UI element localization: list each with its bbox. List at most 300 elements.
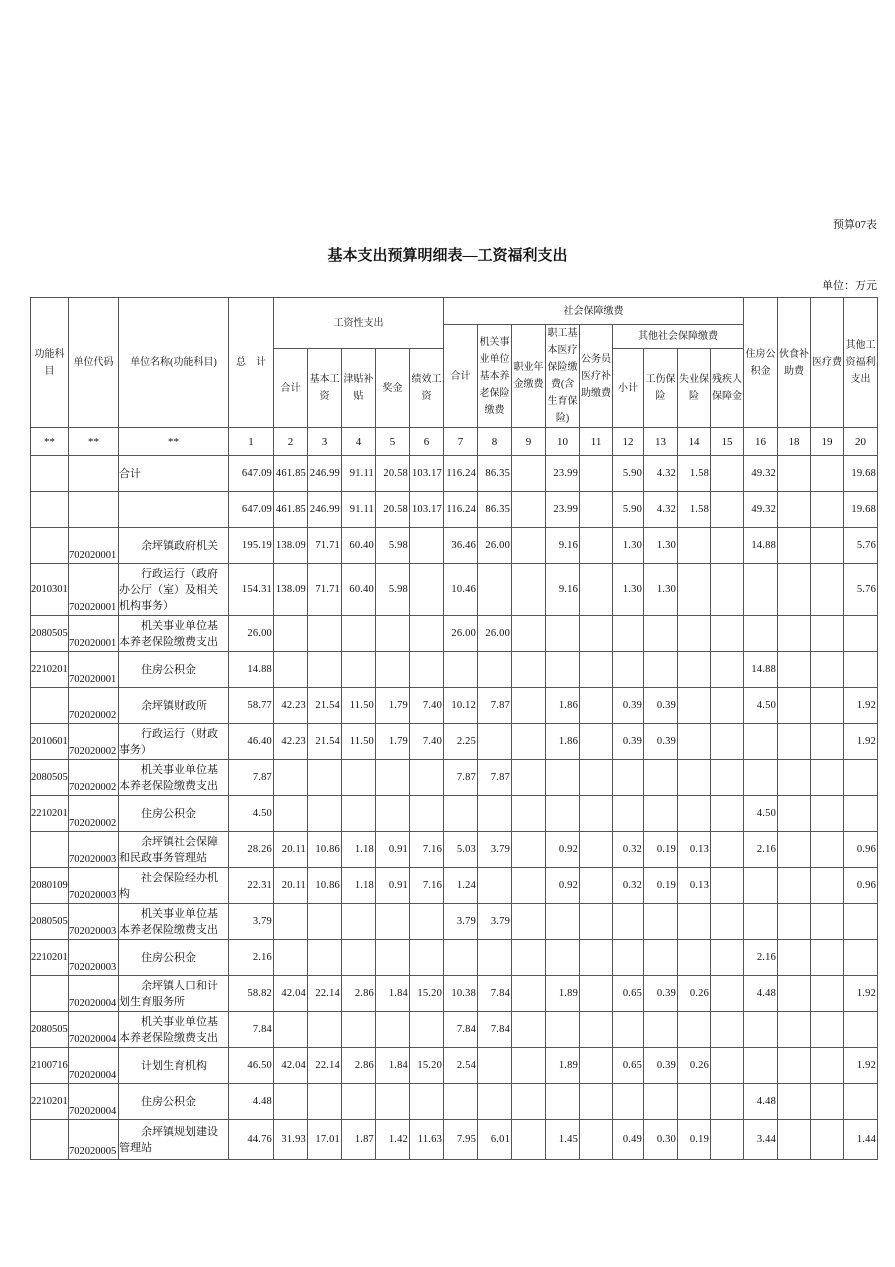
amount-cell (711, 868, 744, 904)
column-index: 20 (844, 428, 878, 456)
unit-name-cell (119, 492, 229, 528)
amount-cell (478, 868, 512, 904)
amount-cell: 4.32 (644, 456, 678, 492)
amount-cell (844, 616, 878, 652)
amount-cell (512, 492, 546, 528)
unit-code-cell: 702020003 (69, 832, 119, 868)
unit-name-cell: 机关事业单位基本养老保险缴费支出 (119, 616, 229, 652)
unit-label: 单位：万元 (822, 280, 877, 292)
header-meal: 伙食补助费 (778, 298, 811, 428)
amount-cell (811, 688, 844, 724)
column-index: 3 (308, 428, 342, 456)
amount-cell: 42.04 (274, 976, 308, 1012)
amount-cell: 3.79 (478, 832, 512, 868)
func-code-cell: 2080505 (31, 904, 69, 940)
column-index: 15 (711, 428, 744, 456)
amount-cell (444, 940, 478, 976)
amount-cell (580, 976, 613, 1012)
amount-cell (778, 492, 811, 528)
amount-cell: 44.76 (229, 1120, 274, 1160)
amount-cell (274, 616, 308, 652)
amount-cell (844, 796, 878, 832)
unit-code-cell: 702020001 (69, 616, 119, 652)
amount-cell: 0.49 (613, 1120, 644, 1160)
amount-cell: 28.26 (229, 832, 274, 868)
amount-cell (844, 1012, 878, 1048)
amount-cell: 0.19 (644, 832, 678, 868)
unit-name-cell: 社会保险经办机构 (119, 868, 229, 904)
func-code-cell: 2080505 (31, 1012, 69, 1048)
amount-cell: 103.17 (410, 492, 444, 528)
amount-cell (512, 1084, 546, 1120)
column-index: 9 (512, 428, 546, 456)
amount-cell: 0.32 (613, 832, 644, 868)
amount-cell: 0.19 (678, 1120, 711, 1160)
func-code-cell: 2010601 (31, 724, 69, 760)
amount-cell (811, 652, 844, 688)
amount-cell (410, 1084, 444, 1120)
column-index: 2 (274, 428, 308, 456)
amount-cell (844, 652, 878, 688)
amount-cell (711, 456, 744, 492)
amount-cell (512, 976, 546, 1012)
amount-cell: 42.23 (274, 688, 308, 724)
amount-cell: 20.11 (274, 868, 308, 904)
header-social-group: 社会保障缴费 (444, 298, 744, 325)
amount-cell: 1.42 (376, 1120, 410, 1160)
amount-cell: 5.76 (844, 564, 878, 616)
column-index: 13 (644, 428, 678, 456)
amount-cell: 7.87 (478, 688, 512, 724)
amount-cell: 26.00 (229, 616, 274, 652)
amount-cell: 3.79 (478, 904, 512, 940)
amount-cell: 4.48 (744, 1084, 778, 1120)
unit-code-cell: 702020003 (69, 904, 119, 940)
amount-cell (744, 616, 778, 652)
amount-cell (778, 724, 811, 760)
amount-cell (711, 528, 744, 564)
amount-cell (342, 796, 376, 832)
unit-code-cell: 702020004 (69, 1012, 119, 1048)
amount-cell: 20.58 (376, 492, 410, 528)
amount-cell (678, 796, 711, 832)
amount-cell: 7.84 (229, 1012, 274, 1048)
table-row (31, 724, 878, 760)
amount-cell: 0.13 (678, 868, 711, 904)
amount-cell: 46.50 (229, 1048, 274, 1084)
amount-cell (811, 1012, 844, 1048)
amount-cell (410, 760, 444, 796)
amount-cell: 0.91 (376, 832, 410, 868)
amount-cell: 138.09 (274, 528, 308, 564)
table-row (31, 1048, 878, 1084)
amount-cell (744, 1012, 778, 1048)
amount-cell: 1.30 (613, 528, 644, 564)
func-code-cell: 2080109 (31, 868, 69, 904)
amount-cell (811, 796, 844, 832)
unit-code-cell: 702020004 (69, 1048, 119, 1084)
amount-cell: 4.50 (744, 796, 778, 832)
unit-name-cell: 余坪镇规划建设管理站 (119, 1120, 229, 1160)
amount-cell (546, 1084, 580, 1120)
unit-name-cell: 机关事业单位基本养老保险缴费支出 (119, 1012, 229, 1048)
amount-cell (308, 1084, 342, 1120)
amount-cell: 71.71 (308, 528, 342, 564)
amount-cell (678, 616, 711, 652)
amount-cell (478, 652, 512, 688)
amount-cell: 58.77 (229, 688, 274, 724)
amount-cell (711, 976, 744, 1012)
amount-cell (342, 1012, 376, 1048)
amount-cell: 1.92 (844, 724, 878, 760)
amount-cell (711, 564, 744, 616)
amount-cell (410, 652, 444, 688)
amount-cell: 461.85 (274, 456, 308, 492)
amount-cell: 5.90 (613, 456, 644, 492)
amount-cell: 0.91 (376, 868, 410, 904)
amount-cell: 1.44 (844, 1120, 878, 1160)
header-basic-wage: 基本工资 (308, 349, 342, 428)
header-unemployment: 失业保险 (678, 349, 711, 428)
amount-cell (678, 652, 711, 688)
amount-cell (580, 796, 613, 832)
amount-cell (778, 832, 811, 868)
amount-cell (678, 528, 711, 564)
amount-cell (778, 1012, 811, 1048)
amount-cell: 71.71 (308, 564, 342, 616)
header-wage-total: 合计 (274, 349, 308, 428)
amount-cell (274, 760, 308, 796)
amount-cell (410, 1012, 444, 1048)
func-code-cell (31, 976, 69, 1012)
amount-cell (512, 796, 546, 832)
amount-cell (678, 1084, 711, 1120)
amount-cell (778, 760, 811, 796)
amount-cell (546, 796, 580, 832)
unit-name-cell: 余坪镇社会保障和民政事务管理站 (119, 832, 229, 868)
amount-cell (580, 652, 613, 688)
amount-cell: 4.48 (229, 1084, 274, 1120)
header-housing: 住房公积金 (744, 298, 778, 428)
header-subtotal: 小计 (613, 349, 644, 428)
amount-cell: 0.96 (844, 832, 878, 868)
amount-cell: 246.99 (308, 456, 342, 492)
amount-cell (512, 456, 546, 492)
header-func: 功能科目 (31, 298, 69, 428)
table-row (31, 940, 878, 976)
amount-cell: 1.18 (342, 868, 376, 904)
amount-cell (512, 1048, 546, 1084)
header-social-total: 合计 (444, 325, 478, 428)
amount-cell: 20.11 (274, 832, 308, 868)
amount-cell: 5.76 (844, 528, 878, 564)
unit-code-cell: 702020001 (69, 652, 119, 688)
amount-cell (512, 940, 546, 976)
column-index: 6 (410, 428, 444, 456)
amount-cell: 10.86 (308, 868, 342, 904)
amount-cell (644, 616, 678, 652)
header-total: 总 计 (229, 298, 274, 428)
amount-cell (274, 940, 308, 976)
table-row (31, 832, 878, 868)
amount-cell: 7.87 (229, 760, 274, 796)
amount-cell (274, 796, 308, 832)
amount-cell (644, 652, 678, 688)
amount-cell (778, 456, 811, 492)
amount-cell: 7.16 (410, 832, 444, 868)
unit-code-cell: 702020002 (69, 724, 119, 760)
amount-cell (478, 724, 512, 760)
amount-cell (410, 564, 444, 616)
form-number: 预算07表 (833, 219, 877, 231)
amount-cell (744, 724, 778, 760)
amount-cell (308, 940, 342, 976)
amount-cell: 0.65 (613, 1048, 644, 1084)
unit-name-cell: 行政运行（政府办公厅（室）及相关机构事务） (119, 564, 229, 616)
unit-name-cell: 余坪镇人口和计划生育服务所 (119, 976, 229, 1012)
amount-cell: 1.30 (644, 528, 678, 564)
amount-cell: 60.40 (342, 564, 376, 616)
amount-cell: 1.89 (546, 976, 580, 1012)
amount-cell (410, 940, 444, 976)
amount-cell: 0.26 (678, 1048, 711, 1084)
func-code-cell (31, 492, 69, 528)
amount-cell (580, 1084, 613, 1120)
amount-cell (512, 616, 546, 652)
amount-cell: 116.24 (444, 456, 478, 492)
amount-cell: 7.16 (410, 868, 444, 904)
amount-cell: 3.44 (744, 1120, 778, 1160)
amount-cell: 7.40 (410, 724, 444, 760)
amount-cell: 7.87 (478, 760, 512, 796)
amount-cell (811, 564, 844, 616)
amount-cell: 0.39 (644, 724, 678, 760)
amount-cell (744, 904, 778, 940)
amount-cell: 0.39 (644, 976, 678, 1012)
amount-cell: 86.35 (478, 456, 512, 492)
amount-cell: 2.86 (342, 1048, 376, 1084)
amount-cell: 2.54 (444, 1048, 478, 1084)
amount-cell (546, 904, 580, 940)
amount-cell: 15.20 (410, 1048, 444, 1084)
column-index: 16 (744, 428, 778, 456)
amount-cell (308, 904, 342, 940)
amount-cell (678, 904, 711, 940)
amount-cell (444, 1084, 478, 1120)
unit-code-cell: 702020001 (69, 564, 119, 616)
unit-code-cell: 702020003 (69, 868, 119, 904)
amount-cell: 0.96 (844, 868, 878, 904)
amount-cell (376, 616, 410, 652)
amount-cell (678, 564, 711, 616)
unit-code-cell (69, 492, 119, 528)
column-index: 5 (376, 428, 410, 456)
unit-name-cell: 住房公积金 (119, 652, 229, 688)
amount-cell (342, 652, 376, 688)
amount-cell (644, 904, 678, 940)
amount-cell (811, 456, 844, 492)
amount-cell: 10.12 (444, 688, 478, 724)
amount-cell (580, 528, 613, 564)
amount-cell (844, 760, 878, 796)
table-row (31, 904, 878, 940)
amount-cell (744, 760, 778, 796)
amount-cell (644, 1084, 678, 1120)
amount-cell (811, 528, 844, 564)
amount-cell: 103.17 (410, 456, 444, 492)
amount-cell: 138.09 (274, 564, 308, 616)
amount-cell: 647.09 (229, 456, 274, 492)
amount-cell: 11.63 (410, 1120, 444, 1160)
amount-cell (811, 868, 844, 904)
table-row (31, 456, 878, 492)
amount-cell (308, 760, 342, 796)
amount-cell: 11.50 (342, 688, 376, 724)
page-title: 基本支出预算明细表—工资福利支出 (327, 248, 568, 264)
amount-cell (678, 688, 711, 724)
header-code: 单位代码 (69, 298, 119, 428)
amount-cell: 11.50 (342, 724, 376, 760)
amount-cell: 1.84 (376, 1048, 410, 1084)
amount-cell: 19.68 (844, 492, 878, 528)
amount-cell (613, 616, 644, 652)
table-row (31, 564, 878, 616)
column-index: 8 (478, 428, 512, 456)
unit-name-cell: 合计 (119, 456, 229, 492)
amount-cell (512, 904, 546, 940)
amount-cell (580, 760, 613, 796)
amount-cell: 0.26 (678, 976, 711, 1012)
amount-cell (376, 904, 410, 940)
amount-cell (811, 760, 844, 796)
amount-cell (711, 492, 744, 528)
amount-cell (478, 1048, 512, 1084)
amount-cell: 1.30 (613, 564, 644, 616)
func-code-cell: 2100716 (31, 1048, 69, 1084)
amount-cell: 4.50 (744, 688, 778, 724)
amount-cell: 0.39 (613, 688, 644, 724)
amount-cell (778, 940, 811, 976)
amount-cell (444, 796, 478, 832)
column-index: ** (31, 428, 69, 456)
amount-cell (711, 652, 744, 688)
amount-cell (478, 564, 512, 616)
unit-code-cell: 702020002 (69, 688, 119, 724)
amount-cell: 1.92 (844, 976, 878, 1012)
amount-cell (778, 868, 811, 904)
amount-cell (613, 1084, 644, 1120)
amount-cell (778, 1120, 811, 1160)
column-index-row (31, 428, 878, 456)
amount-cell: 10.86 (308, 832, 342, 868)
amount-cell (512, 1012, 546, 1048)
unit-name-cell: 余坪镇政府机关 (119, 528, 229, 564)
amount-cell (410, 528, 444, 564)
amount-cell: 195.19 (229, 528, 274, 564)
amount-cell: 42.04 (274, 1048, 308, 1084)
header-wage-group: 工资性支出 (274, 298, 444, 349)
column-index: 12 (613, 428, 644, 456)
amount-cell: 10.38 (444, 976, 478, 1012)
amount-cell (512, 832, 546, 868)
amount-cell: 22.14 (308, 976, 342, 1012)
header-allowance: 津贴补贴 (342, 349, 376, 428)
table-row (31, 528, 878, 564)
amount-cell: 7.95 (444, 1120, 478, 1160)
header-bonus: 奖金 (376, 349, 410, 428)
header-other-social-group: 其他社会保障缴费 (613, 325, 744, 349)
amount-cell (580, 1120, 613, 1160)
amount-cell (778, 976, 811, 1012)
amount-cell (580, 564, 613, 616)
amount-cell: 46.40 (229, 724, 274, 760)
amount-cell (678, 1012, 711, 1048)
amount-cell: 14.88 (744, 528, 778, 564)
header-name: 单位名称(功能科目) (119, 298, 229, 428)
amount-cell (478, 940, 512, 976)
func-code-cell (31, 688, 69, 724)
amount-cell: 1.24 (444, 868, 478, 904)
column-index: ** (69, 428, 119, 456)
amount-cell (342, 760, 376, 796)
amount-cell: 2.86 (342, 976, 376, 1012)
amount-cell (308, 1012, 342, 1048)
amount-cell (811, 1048, 844, 1084)
amount-cell (678, 724, 711, 760)
amount-cell: 1.79 (376, 688, 410, 724)
amount-cell (376, 652, 410, 688)
amount-cell: 7.84 (444, 1012, 478, 1048)
amount-cell: 0.19 (644, 868, 678, 904)
amount-cell (580, 904, 613, 940)
amount-cell (811, 832, 844, 868)
amount-cell (644, 940, 678, 976)
amount-cell (546, 1012, 580, 1048)
amount-cell (778, 796, 811, 832)
amount-cell (644, 1012, 678, 1048)
amount-cell (744, 564, 778, 616)
func-code-cell (31, 528, 69, 564)
amount-cell (613, 940, 644, 976)
amount-cell (376, 796, 410, 832)
amount-cell: 23.99 (546, 456, 580, 492)
amount-cell: 1.30 (644, 564, 678, 616)
amount-cell (711, 1048, 744, 1084)
header-disability: 残疾人保障金 (711, 349, 744, 428)
amount-cell: 7.87 (444, 760, 478, 796)
table-row (31, 1120, 878, 1160)
unit-code-cell: 702020004 (69, 976, 119, 1012)
amount-cell (778, 528, 811, 564)
amount-cell: 4.48 (744, 976, 778, 1012)
amount-cell: 5.90 (613, 492, 644, 528)
amount-cell: 20.58 (376, 456, 410, 492)
amount-cell: 14.88 (229, 652, 274, 688)
amount-cell (744, 1048, 778, 1084)
amount-cell (410, 616, 444, 652)
amount-cell: 19.68 (844, 456, 878, 492)
amount-cell: 22.31 (229, 868, 274, 904)
amount-cell (308, 796, 342, 832)
amount-cell: 4.50 (229, 796, 274, 832)
header-medical: 医疗费 (811, 298, 844, 428)
amount-cell: 1.92 (844, 688, 878, 724)
amount-cell: 154.31 (229, 564, 274, 616)
column-index: 18 (778, 428, 811, 456)
amount-cell (711, 832, 744, 868)
column-index: 4 (342, 428, 376, 456)
amount-cell (512, 1120, 546, 1160)
